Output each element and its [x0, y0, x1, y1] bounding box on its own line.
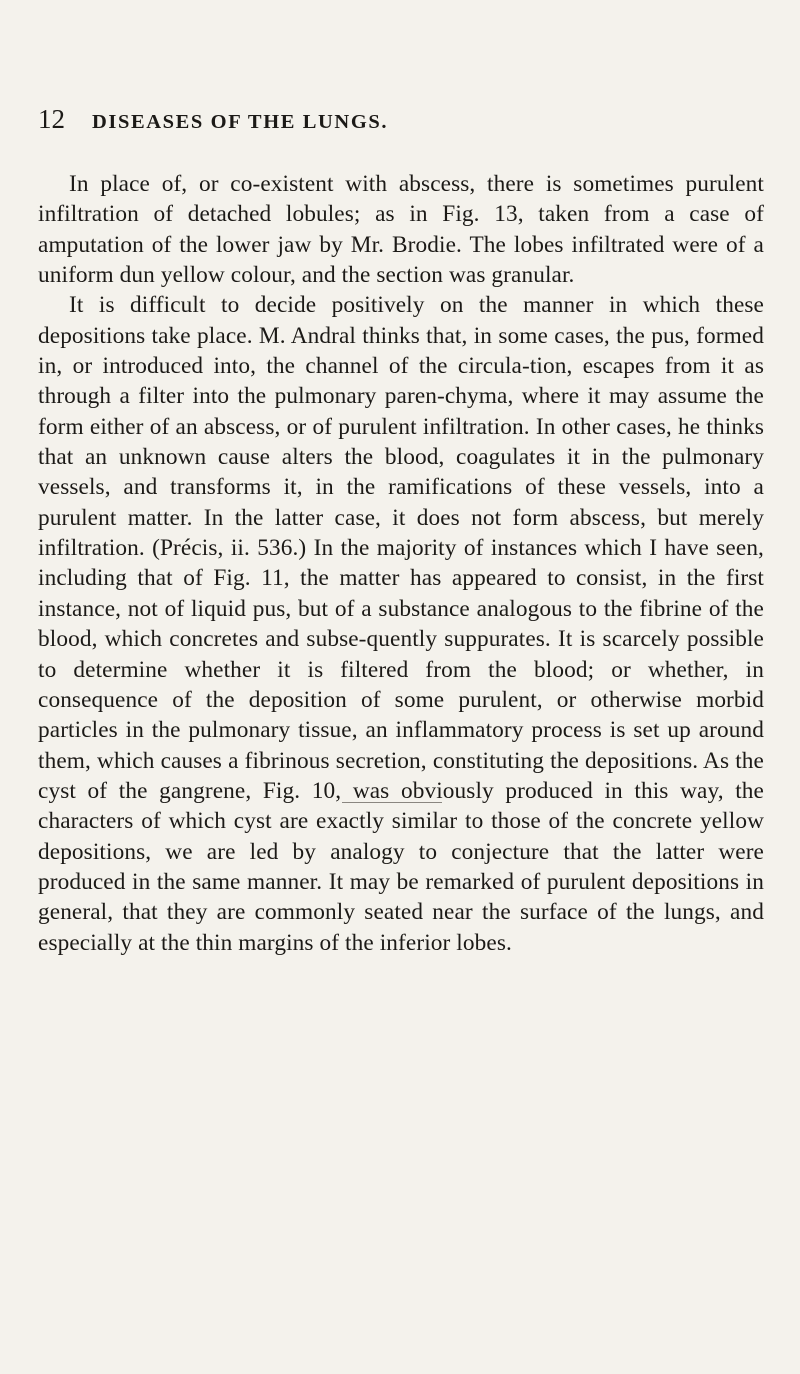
paragraph-depositions: It is difficult to decide positively on the manner in which these depositions take place. M. Andral thinks that, in some cases, the pus, formed in, or introduced into, the channel of the circula-tion, escapes from it as through a filter into the pulmonary paren-chyma, where it may assume the form either of an abscess, or of purulent infiltration. In other cases, he thinks that an unknown cause alters the blood, coagulates it in the pulmonary vessels, and transforms it, in the ramifications of these vessels, into a purulent matter. In the latter case, it does not form abscess, but merely infiltration. (Précis, ii. 536.) In the majority of instances which I have seen, including that of Fig. 11, the matter has appeared to consist, in the first instance, not of liquid pus, but of a substance analogous to the fibrine of the blood, which concretes and subse-quently suppurates. It is scarcely possible to determine whether it is filtered from the blood; or whether, in consequence of the deposition of some purulent, or otherwise morbid particles in the pulmonary tissue, an inflammatory process is set up around them, which causes a fibrinous secretion, constituting the depositions. As the cyst of the gangrene, Fig. 10, was obviously produced in this way, the characters of which cyst are exactly similar to those of the concrete yellow depositions, we are led by analogy to conjecture that the latter were produced in the same manner. It may be remarked of purulent depositions in general, that they are commonly seated near the surface of the lungs, and especially at the thin margins of the inferior lobes.	[38, 292, 764, 956]
section-end-rule	[342, 802, 442, 803]
paragraph-purulent-infiltration: In place of, or co-existent with abscess, there is sometimes purulent infiltration of detached lobules; as in Fig. 13, taken from a case of amputation of the lower jaw by Mr. Brodie. The lobes infiltrated were of a uniform dun yellow colour, and the section was granular.	[38, 171, 764, 289]
running-title: DISEASES OF THE LUNGS.	[92, 111, 389, 133]
running-head	[38, 104, 638, 134]
body-text	[38, 169, 764, 958]
page-number: 12	[38, 104, 65, 134]
